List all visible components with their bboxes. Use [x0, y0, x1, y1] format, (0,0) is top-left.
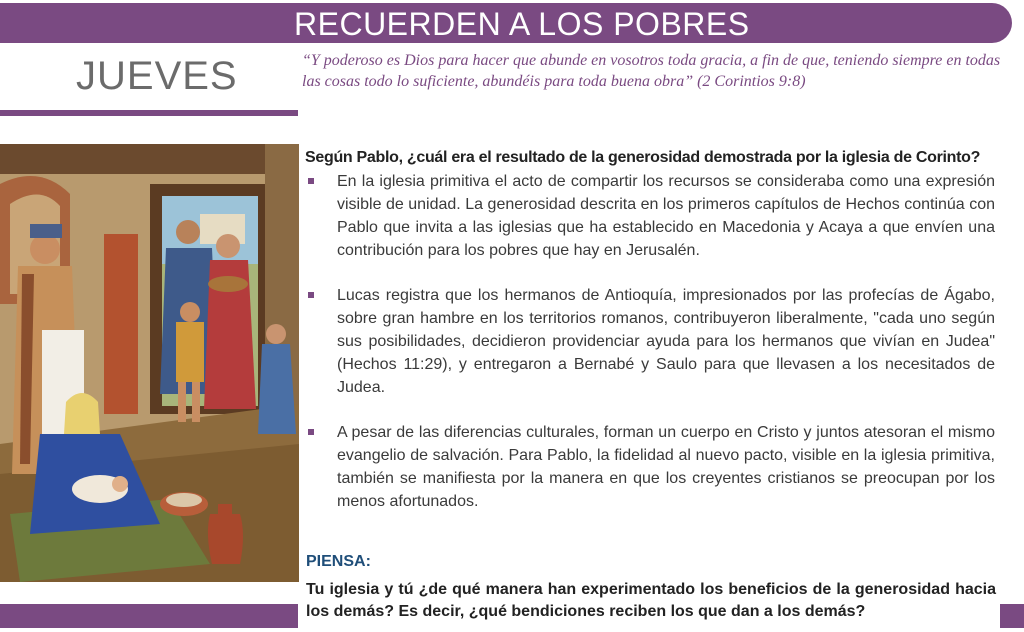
key-verse: “Y poderoso es Dios para hacer que abunde en vosotros toda gracia, a fin de que, teniendo siempre en todas las cosas todo lo suficiente, abundéis para toda buena obra” (2 Corintios 9:8) [302, 52, 1001, 90]
main-content [305, 146, 995, 535]
illustration-family-giving [0, 144, 299, 582]
page-title: RECUERDEN A LOS POBRES [294, 6, 750, 42]
illustration-image [0, 144, 299, 582]
bullet-text: A pesar de las diferencias culturales, forman un cuerpo en Cristo y juntos atesoran el mismo evangelio de salvación. Para Pablo, la fidelidad al nuevo pacto, visible en la iglesia primitiva, también se manifiesta por la manera en que los creyentes cristianos se preocupan por los menos afortunados. [337, 424, 995, 510]
footer-band [0, 604, 298, 628]
question-heading: Según Pablo, ¿cuál era el resultado de la generosidad demostrada por la iglesia de Corinto? [305, 149, 981, 166]
think-label: PIENSA: [306, 553, 371, 570]
list-item [305, 170, 995, 262]
think-question: Tu iglesia y tú ¿de qué manera han experimentado los beneficios de la generosidad hacia los demás? Es decir, ¿qué bendiciones reciben los que dan a los demás? [306, 581, 996, 620]
square-bullet-icon [308, 178, 314, 184]
day-underline [0, 110, 298, 116]
footer-band-right [1000, 604, 1024, 628]
list-item [305, 421, 995, 513]
list-item [305, 284, 995, 399]
bullet-text: Lucas registra que los hermanos de Antioquía, impresionados por las profecías de Ágabo, sobre gran hambre en los territorios romanos, contribuyeron liberalmente, "cada uno según sus posibilidades, decidieron providenciar ayuda para los hermanos que vivían en Judea" (Hechos 11:29), y entregaron a Bernabé y Saulo para que llevasen a los necesitados de Judea. [337, 287, 995, 396]
square-bullet-icon [308, 429, 314, 435]
day-label: JUEVES [76, 54, 238, 98]
bullet-list [305, 170, 995, 513]
square-bullet-icon [308, 292, 314, 298]
bullet-text: En la iglesia primitiva el acto de compartir los recursos se consideraba como una expresión visible de unidad. La generosidad descrita en los primeros capítulos de Hechos continúa con Pablo que invita a las iglesias que ha establecido en Macedonia y Acaya a que envíen una contribución para los pobres que hay en Jerusalén. [337, 173, 995, 259]
